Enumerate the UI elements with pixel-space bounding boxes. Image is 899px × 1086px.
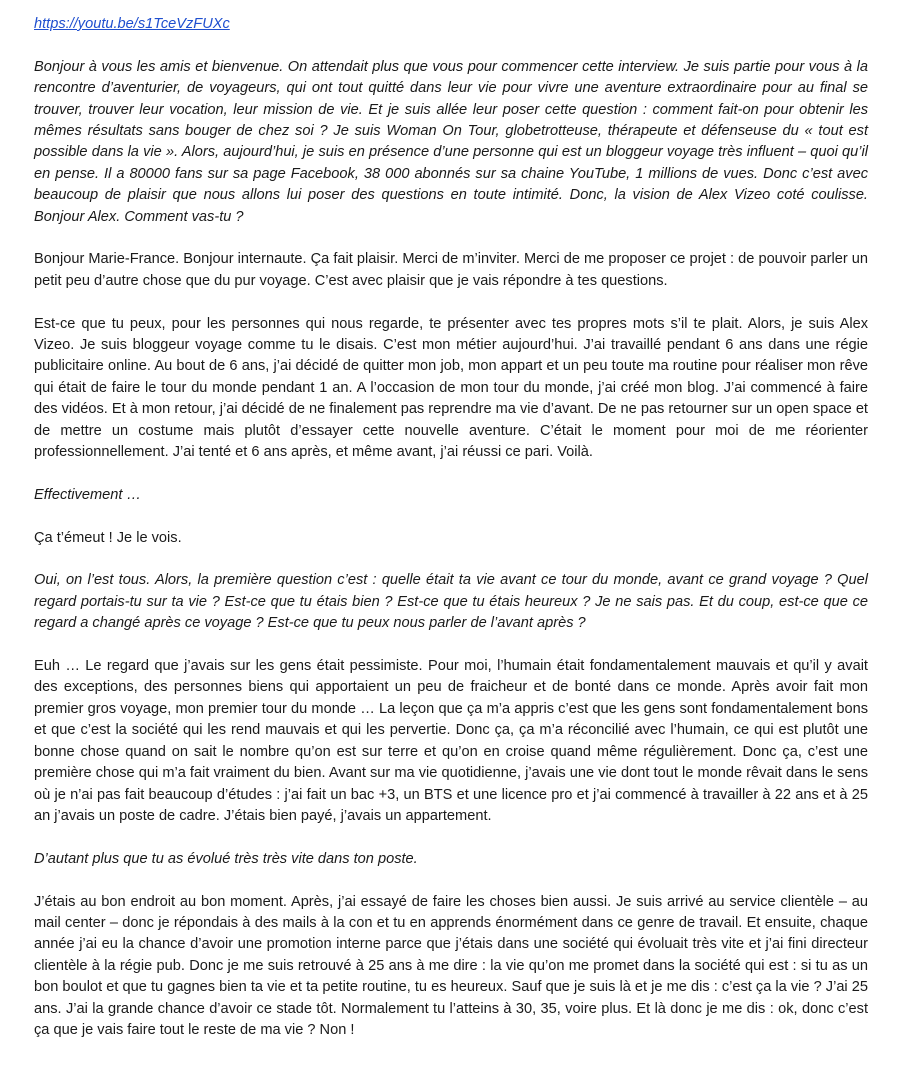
paragraph-emotion: Ça t’émeut ! Je le vois. xyxy=(34,529,182,546)
paragraph-career-answer: J’étais au bon endroit au bon moment. Après, j’ai essayé de faire les choses bien aussi. Je suis arrivé au service clientèle – au mail center – donc je répondais à des mails à la con et tu en apprends énormément dans ce genre de travail. Et ensuite, chaque année j’ai eu la chance d’avoir une promotion interne parce que j’étais dans une société qui évoluait très vite et j’ai fini directeur clientèle à la régie pub. Donc je me suis retrouvé à 25 ans à me dire : la vie qu’on me promet dans la société qui est : si tu as un bon boulot et que tu gagnes bien ta vie et ta petite routine, tu es heureux. Sauf que je suis là et je me dis : c’est ça la vie ? J’ai 25 ans. J’ai la grande chance d’avoir ce stade tôt. Normalement tu l’atteins à 30, 35, voire plus. Et là donc je me dis : ok, donc c’est ça que je vais faire tout le reste de ma vie ? Non ! xyxy=(34,893,868,1038)
document-page xyxy=(34,14,868,1063)
youtube-link[interactable]: https://youtu.be/s1TceVzFUXc xyxy=(34,16,230,32)
paragraph-presentation-answer: Est-ce que tu peux, pour les personnes qui nous regarde, te présenter avec tes propres mots s’il te plait. Alors, je suis Alex Vizeo. Je suis bloggeur voyage comme tu le disais. C’est mon métier aujourd’hui. J’ai travaillé pendant 6 ans dans une régie publicitaire online. Au bout de 6 ans, j’ai décidé de quitter mon job, mon appart et un peu toute ma routine pour réaliser mon rêve qui était de faire le tour du monde pendant 1 an. A l’occasion de mon tour du monde, j’ai créé mon blog. J’ai commencé à faire des vidéos. Et à mon retour, j’ai décidé de ne finalement pas reprendre ma vie d’avant. De ne pas retourner sur un open space et de mettre un costume mais plutôt d’essayer cette nouvelle aventure. C’était le moment pour moi de me réorienter professionnellement. J’ai tenté et 6 ans après, et même avant, j’ai réussi ce pari. Voilà. xyxy=(34,315,868,461)
paragraph-intro-question: Bonjour à vous les amis et bienvenue. On attendait plus que vous pour commencer cette interview. Je suis partie pour vous à la rencontre d’aventurier, de voyageurs, qui ont tout quitté dans leur vie pour vivre une aventure extraordinaire pour au final se trouver, trouver leur vocation, leur mission de vie. Et je suis allée leur poser cette question : comment fait-on pour obtenir les mêmes résultats sans bouger de chez soi ? Je suis Woman On Tour, globetrotteuse, thérapeute et défenseuse du « tout est possible dans la vie ». Alors, aujourd’hui, je suis en présence d’une personne qui est un bloggeur voyage très influent – quoi qu’il en pense. Il a 80000 fans sur sa page Facebook, 38 000 abonnés sur sa chaine YouTube, 1 millions de vues. Donc c’est avec beaucoup de plaisir que nous allons lui poser des questions en toute intimité. Donc, la vision de Alex Vizeo coté coulisse. Bonjour Alex. Comment vas-tu ? xyxy=(34,58,868,225)
paragraph-greeting-answer: Bonjour Marie-France. Bonjour internaute. Ça fait plaisir. Merci de m’inviter. Merci de me proposer ce projet : de pouvoir parler un petit peu d’autre chose que du pur voyage. C’est avec plaisir que je vais répondre à tes questions. xyxy=(34,251,868,289)
paragraph-evolution-remark: D’autant plus que tu as évolué très très vite dans ton poste. xyxy=(34,850,418,867)
paragraph-first-question: Oui, on l’est tous. Alors, la première question c’est : quelle était ta vie avant ce tour du monde, avant ce grand voyage ? Quel regard portais-tu sur ta vie ? Est-ce que tu étais bien ? Est-ce que tu étais heureux ? Je ne sais pas. Et du coup, est-ce que ce regard a changé après ce voyage ? Est-ce que tu peux nous parler de l’avant après ? xyxy=(34,572,868,632)
paragraph-before-after-answer: Euh … Le regard que j’avais sur les gens était pessimiste. Pour moi, l’humain était fondamentalement mauvais et qu’il y avait des exceptions, des personnes biens qui apportaient un peu de fraicheur et de bonté dans ce monde. Après avoir fait mon premier gros voyage, mon premier tour du monde … La leçon que ça m’a appris c’est que les gens sont fondamentalement bons et que c’est la société qui les rend mauvais et qui les pervertie. Donc ça, ça m’a réconcilié avec l’humain, ce qui est plutôt une bonne chose quand on sait le nombre qu’on est sur terre et qu’on en croise quand même régulièrement. Donc ça, c’est une première chose qui m’a fait vraiment du bien. Avant sur ma vie quotidienne, j’avais une vie dont tout le monde rêvait dans le sens où je n’ai pas fait beaucoup d’études : j’ai fait un bac +3, un BTS et une licence pro et j’ai commencé à travailler à 22 ans et à 25 an j’avais un poste de cadre. J’étais bien payé, j’avais un appartement. xyxy=(34,658,868,824)
paragraph-effectivement: Effectivement … xyxy=(34,486,142,503)
